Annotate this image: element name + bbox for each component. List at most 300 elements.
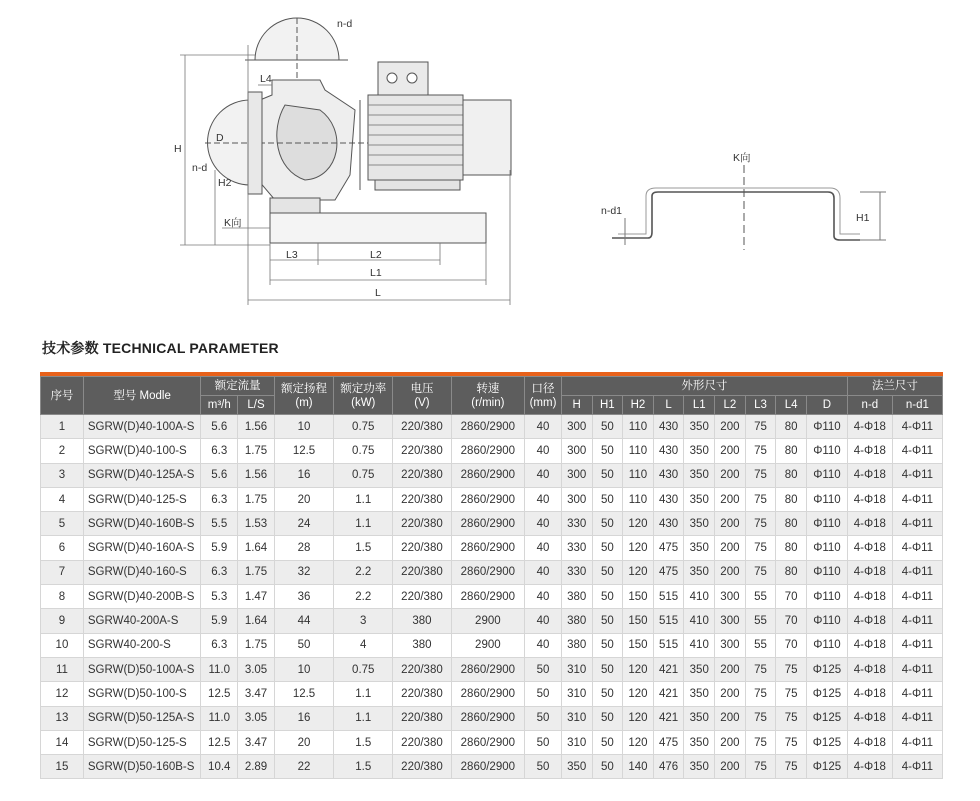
table-cell: 120: [623, 536, 654, 560]
table-cell: 430: [653, 512, 684, 536]
table-row: [41, 633, 943, 657]
table-cell: 2860/2900: [451, 487, 525, 511]
table-cell: Φ110: [807, 463, 848, 487]
table-cell: 515: [653, 585, 684, 609]
table-cell: 55: [745, 633, 776, 657]
table-cell: 120: [623, 706, 654, 730]
table-cell: 475: [653, 536, 684, 560]
table-cell: 200: [715, 439, 746, 463]
table-cell: 380: [561, 609, 592, 633]
table-cell: 350: [684, 463, 715, 487]
table-cell: 80: [776, 439, 807, 463]
header-dims: 外形尺寸: [561, 377, 847, 396]
header-dim-col: L2: [715, 396, 746, 415]
table-cell: 20: [274, 730, 333, 754]
table-cell: 410: [684, 609, 715, 633]
table-cell: 310: [561, 657, 592, 681]
section-title: 技术参数 TECHNICAL PARAMETER: [42, 340, 279, 356]
table-cell: 421: [653, 682, 684, 706]
model-cell: SGRW(D)40-100A-S: [83, 415, 200, 439]
table-cell: 380: [561, 585, 592, 609]
table-cell: 75: [776, 657, 807, 681]
table-cell: 430: [653, 439, 684, 463]
table-cell: 13: [41, 706, 84, 730]
table-cell: 10: [41, 633, 84, 657]
table-cell: 476: [653, 755, 684, 779]
header-flow-m3h: m³/h: [201, 396, 238, 415]
table-cell: 4-Φ11: [892, 439, 942, 463]
table-cell: 10.4: [201, 755, 238, 779]
table-cell: 350: [684, 512, 715, 536]
table-cell: 4-Φ11: [892, 609, 942, 633]
label-k-dir-right: K向: [733, 152, 751, 164]
table-cell: 50: [592, 415, 623, 439]
table-cell: 300: [715, 633, 746, 657]
table-row: [41, 439, 943, 463]
model-cell: SGRW(D)40-125-S: [83, 487, 200, 511]
table-cell: 4-Φ18: [847, 633, 892, 657]
table-cell: 350: [684, 682, 715, 706]
table-row: [41, 682, 943, 706]
table-cell: 150: [623, 633, 654, 657]
table-cell: 350: [684, 730, 715, 754]
table-cell: 220/380: [393, 415, 451, 439]
table-cell: 330: [561, 512, 592, 536]
header-dim-col: L4: [776, 396, 807, 415]
table-cell: 4-Φ18: [847, 487, 892, 511]
table-row: [41, 415, 943, 439]
table-cell: 220/380: [393, 657, 451, 681]
table-cell: 50: [592, 585, 623, 609]
table-cell: 200: [715, 487, 746, 511]
table-cell: 12.5: [201, 682, 238, 706]
table-cell: 70: [776, 633, 807, 657]
table-cell: 350: [561, 755, 592, 779]
table-cell: 4-Φ11: [892, 512, 942, 536]
table-cell: 0.75: [334, 415, 393, 439]
table-cell: 4-Φ11: [892, 463, 942, 487]
table-cell: 2900: [451, 633, 525, 657]
table-cell: 11: [41, 657, 84, 681]
table-cell: 80: [776, 512, 807, 536]
table-cell: 220/380: [393, 682, 451, 706]
table-cell: 7: [41, 560, 84, 584]
table-cell: 2.2: [334, 560, 393, 584]
table-cell: 300: [561, 487, 592, 511]
label-l1: L1: [370, 267, 382, 279]
table-cell: 140: [623, 755, 654, 779]
label-l2: L2: [370, 249, 382, 261]
table-cell: 4-Φ18: [847, 682, 892, 706]
table-cell: 2860/2900: [451, 706, 525, 730]
table-cell: 55: [745, 585, 776, 609]
table-row: [41, 585, 943, 609]
model-cell: SGRW(D)50-125A-S: [83, 706, 200, 730]
table-cell: 3.05: [238, 706, 275, 730]
table-cell: 380: [393, 609, 451, 633]
table-cell: 5.9: [201, 609, 238, 633]
table-cell: 32: [274, 560, 333, 584]
table-cell: 3.47: [238, 730, 275, 754]
table-cell: 4-Φ11: [892, 730, 942, 754]
table-cell: 5.5: [201, 512, 238, 536]
table-cell: 40: [525, 585, 562, 609]
table-row: [41, 755, 943, 779]
label-k-dir: K向: [224, 217, 242, 229]
table-cell: 50: [525, 657, 562, 681]
table-cell: 200: [715, 657, 746, 681]
table-cell: 75: [745, 415, 776, 439]
model-cell: SGRW(D)40-160B-S: [83, 512, 200, 536]
table-cell: 300: [715, 609, 746, 633]
table-cell: 4-Φ11: [892, 633, 942, 657]
table-cell: 4: [334, 633, 393, 657]
table-cell: 50: [592, 633, 623, 657]
table-cell: 75: [776, 755, 807, 779]
table-cell: 40: [525, 633, 562, 657]
header-model: 型号 Modle: [83, 377, 200, 415]
model-cell: SGRW(D)50-160B-S: [83, 755, 200, 779]
table-cell: 75: [745, 512, 776, 536]
label-nd1: n-d1: [601, 205, 623, 217]
table-cell: 50: [592, 463, 623, 487]
table-cell: 40: [525, 512, 562, 536]
table-cell: 350: [684, 439, 715, 463]
table-cell: 3.47: [238, 682, 275, 706]
table-cell: 1.1: [334, 487, 393, 511]
model-cell: SGRW(D)40-125A-S: [83, 463, 200, 487]
header-bore: 口径 (mm): [525, 377, 562, 415]
table-cell: 430: [653, 463, 684, 487]
label-l3: L3: [286, 249, 298, 261]
table-cell: 1.75: [238, 633, 275, 657]
table-cell: 75: [745, 730, 776, 754]
table-cell: Φ110: [807, 439, 848, 463]
table-cell: 220/380: [393, 512, 451, 536]
label-h2: H2: [218, 177, 232, 189]
model-cell: SGRW(D)40-160-S: [83, 560, 200, 584]
table-cell: 24: [274, 512, 333, 536]
table-cell: 75: [745, 560, 776, 584]
table-cell: 16: [274, 706, 333, 730]
table-cell: 75: [745, 706, 776, 730]
table-cell: 10: [274, 415, 333, 439]
table-cell: 50: [592, 609, 623, 633]
header-dim-col: L: [653, 396, 684, 415]
table-cell: 300: [561, 463, 592, 487]
table-row: [41, 706, 943, 730]
table-cell: 350: [684, 560, 715, 584]
table-cell: 4-Φ18: [847, 755, 892, 779]
table-cell: Φ110: [807, 633, 848, 657]
table-cell: 2860/2900: [451, 415, 525, 439]
header-flange: 法兰尺寸: [847, 377, 942, 396]
table-cell: 200: [715, 682, 746, 706]
table-cell: 200: [715, 706, 746, 730]
table-cell: 2860/2900: [451, 439, 525, 463]
base-plate: [270, 213, 486, 243]
table-cell: 4-Φ18: [847, 439, 892, 463]
table-cell: 1.75: [238, 560, 275, 584]
table-cell: 2860/2900: [451, 585, 525, 609]
table-cell: 2860/2900: [451, 463, 525, 487]
table-cell: 50: [592, 439, 623, 463]
table-cell: 80: [776, 536, 807, 560]
table-cell: 380: [393, 633, 451, 657]
table-cell: 40: [525, 415, 562, 439]
table-cell: 4-Φ11: [892, 536, 942, 560]
table-cell: 110: [623, 487, 654, 511]
table-cell: 50: [592, 706, 623, 730]
table-cell: Φ110: [807, 512, 848, 536]
table-cell: 350: [684, 657, 715, 681]
table-cell: 350: [684, 755, 715, 779]
table-cell: 220/380: [393, 585, 451, 609]
table-cell: 1.53: [238, 512, 275, 536]
table-cell: Φ125: [807, 657, 848, 681]
table-cell: 515: [653, 609, 684, 633]
model-cell: SGRW(D)40-100-S: [83, 439, 200, 463]
table-cell: 3: [334, 609, 393, 633]
table-cell: 75: [776, 706, 807, 730]
table-cell: 1.75: [238, 439, 275, 463]
table-cell: 28: [274, 536, 333, 560]
table-cell: 350: [684, 536, 715, 560]
table-cell: 4: [41, 487, 84, 511]
table-cell: 350: [684, 415, 715, 439]
table-cell: 4-Φ18: [847, 730, 892, 754]
header-dim-col: L1: [684, 396, 715, 415]
table-cell: 3: [41, 463, 84, 487]
table-cell: Φ125: [807, 682, 848, 706]
table-cell: 22: [274, 755, 333, 779]
header-dim-col: H1: [592, 396, 623, 415]
table-cell: 44: [274, 609, 333, 633]
table-cell: 2.2: [334, 585, 393, 609]
table-row: [41, 609, 943, 633]
table-cell: 421: [653, 657, 684, 681]
table-cell: 2860/2900: [451, 730, 525, 754]
table-cell: 1.1: [334, 682, 393, 706]
table-cell: 2860/2900: [451, 682, 525, 706]
table-cell: 8: [41, 585, 84, 609]
table-cell: 11.0: [201, 706, 238, 730]
table-cell: 6.3: [201, 439, 238, 463]
table-cell: 40: [525, 463, 562, 487]
header-flange-col: n-d: [847, 396, 892, 415]
table-cell: Φ110: [807, 536, 848, 560]
table-cell: 200: [715, 730, 746, 754]
table-cell: 1.64: [238, 609, 275, 633]
table-cell: 40: [525, 487, 562, 511]
table-cell: 50: [274, 633, 333, 657]
table-cell: 75: [745, 755, 776, 779]
table-cell: 0.75: [334, 439, 393, 463]
table-cell: 4-Φ18: [847, 609, 892, 633]
table-cell: 12.5: [274, 682, 333, 706]
table-row: [41, 536, 943, 560]
table-cell: 200: [715, 463, 746, 487]
table-cell: Φ110: [807, 609, 848, 633]
table-cell: 1.47: [238, 585, 275, 609]
table-cell: Φ125: [807, 706, 848, 730]
label-nd-left: n-d: [192, 162, 208, 174]
table-cell: 220/380: [393, 706, 451, 730]
table-cell: 310: [561, 730, 592, 754]
header-no: 序号: [41, 377, 84, 415]
table-cell: 1.5: [334, 536, 393, 560]
label-l4: L4: [260, 73, 272, 85]
table-cell: 50: [592, 682, 623, 706]
table-cell: 40: [525, 536, 562, 560]
table-cell: 4-Φ11: [892, 585, 942, 609]
table-cell: 1.1: [334, 706, 393, 730]
table-cell: 10: [274, 657, 333, 681]
table-cell: 75: [745, 487, 776, 511]
table-cell: 4-Φ18: [847, 585, 892, 609]
table-cell: 330: [561, 536, 592, 560]
label-l: L: [375, 287, 381, 299]
table-cell: 2: [41, 439, 84, 463]
table-cell: 50: [592, 536, 623, 560]
table-cell: 220/380: [393, 730, 451, 754]
table-cell: 80: [776, 487, 807, 511]
table-cell: 4-Φ18: [847, 536, 892, 560]
table-row: [41, 730, 943, 754]
table-cell: 36: [274, 585, 333, 609]
table-cell: 4-Φ18: [847, 657, 892, 681]
table-cell: 2860/2900: [451, 536, 525, 560]
table-cell: 50: [592, 560, 623, 584]
table-cell: 5.3: [201, 585, 238, 609]
table-cell: 220/380: [393, 755, 451, 779]
table-body: [41, 415, 943, 779]
table-cell: Φ110: [807, 487, 848, 511]
table-cell: 2.89: [238, 755, 275, 779]
table-cell: 6.3: [201, 487, 238, 511]
table-cell: 150: [623, 585, 654, 609]
parameter-table: [40, 376, 943, 779]
table-cell: 80: [776, 415, 807, 439]
header-dim-col: H: [561, 396, 592, 415]
table-cell: 330: [561, 560, 592, 584]
header-flange-col: n-d1: [892, 396, 942, 415]
header-speed: 转速 (r/min): [451, 377, 525, 415]
header-head: 额定扬程 (m): [274, 377, 333, 415]
table-cell: 350: [684, 487, 715, 511]
table-cell: Φ125: [807, 755, 848, 779]
table-cell: 200: [715, 755, 746, 779]
table-cell: 40: [525, 439, 562, 463]
table-cell: 4-Φ11: [892, 415, 942, 439]
table-cell: 410: [684, 585, 715, 609]
table-cell: 220/380: [393, 536, 451, 560]
table-cell: 2860/2900: [451, 512, 525, 536]
table-cell: 80: [776, 560, 807, 584]
table-cell: 120: [623, 512, 654, 536]
table-cell: 14: [41, 730, 84, 754]
table-cell: 6.3: [201, 633, 238, 657]
table-cell: 430: [653, 415, 684, 439]
table-cell: 75: [745, 657, 776, 681]
table-cell: 1: [41, 415, 84, 439]
label-h: H: [174, 143, 182, 155]
table-cell: 40: [525, 609, 562, 633]
table-cell: 75: [745, 682, 776, 706]
table-cell: 70: [776, 609, 807, 633]
table-cell: 75: [745, 439, 776, 463]
model-cell: SGRW40-200-S: [83, 633, 200, 657]
table-cell: 16: [274, 463, 333, 487]
table-cell: 75: [745, 536, 776, 560]
table-cell: Φ110: [807, 560, 848, 584]
label-nd-top: n-d: [337, 18, 353, 30]
table-cell: 15: [41, 755, 84, 779]
table-cell: 4-Φ11: [892, 560, 942, 584]
table-cell: 120: [623, 730, 654, 754]
header-power: 额定功率 (kW): [334, 377, 393, 415]
table-cell: 40: [525, 560, 562, 584]
model-cell: SGRW(D)40-200B-S: [83, 585, 200, 609]
table-cell: 5.9: [201, 536, 238, 560]
motor-body: [368, 95, 463, 180]
table-cell: 4-Φ18: [847, 463, 892, 487]
table-cell: 6: [41, 536, 84, 560]
table-cell: 2860/2900: [451, 560, 525, 584]
model-cell: SGRW(D)50-100-S: [83, 682, 200, 706]
table-row: [41, 463, 943, 487]
table-row: [41, 560, 943, 584]
table-cell: 4-Φ11: [892, 682, 942, 706]
header-dim-col: D: [807, 396, 848, 415]
table-cell: 50: [592, 730, 623, 754]
table-cell: 220/380: [393, 463, 451, 487]
table-cell: 1.5: [334, 730, 393, 754]
table-cell: 150: [623, 609, 654, 633]
table-cell: 50: [525, 730, 562, 754]
table-cell: 300: [561, 415, 592, 439]
table-cell: 3.05: [238, 657, 275, 681]
table-cell: 4-Φ18: [847, 706, 892, 730]
table-cell: 120: [623, 682, 654, 706]
table-cell: 80: [776, 463, 807, 487]
table-cell: 515: [653, 633, 684, 657]
table-cell: 200: [715, 560, 746, 584]
table-cell: 350: [684, 706, 715, 730]
table-cell: 75: [776, 730, 807, 754]
table-cell: 2860/2900: [451, 657, 525, 681]
model-cell: SGRW40-200A-S: [83, 609, 200, 633]
header-flow: 额定流量: [201, 377, 275, 396]
table-cell: 1.64: [238, 536, 275, 560]
header-dim-col: H2: [623, 396, 654, 415]
table-cell: 50: [592, 755, 623, 779]
header-voltage: 电压 (V): [393, 377, 451, 415]
table-cell: 110: [623, 415, 654, 439]
table-cell: 4-Φ18: [847, 415, 892, 439]
table-cell: Φ125: [807, 730, 848, 754]
table-cell: 5.6: [201, 415, 238, 439]
table-cell: 120: [623, 657, 654, 681]
table-cell: 310: [561, 706, 592, 730]
table-cell: 421: [653, 706, 684, 730]
table-cell: 1.56: [238, 415, 275, 439]
table-cell: 50: [525, 682, 562, 706]
table-cell: 110: [623, 439, 654, 463]
table-cell: 120: [623, 560, 654, 584]
table-cell: 200: [715, 536, 746, 560]
table-cell: 9: [41, 609, 84, 633]
